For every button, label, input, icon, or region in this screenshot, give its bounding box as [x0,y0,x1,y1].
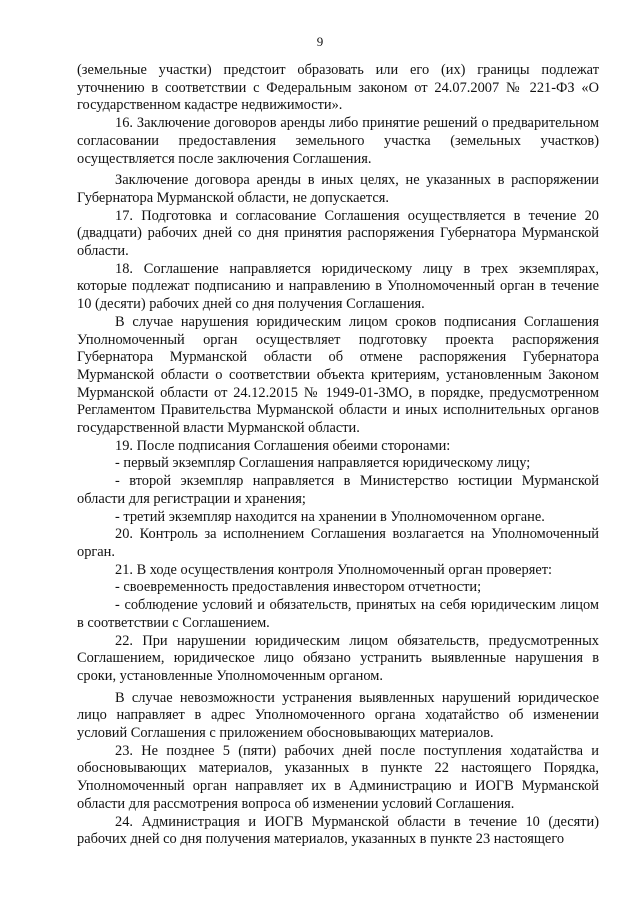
paragraph-16: 16. Заключение договоров аренды либо принятие решений о предварительном согласовании предоставления земельного участка (земельных участков) осуществляется после заключения Соглашения. [77,115,599,167]
page-number: 9 [316,34,324,49]
paragraph-19-item-1: - первый экземпляр Соглашения направляется юридическому лицу; [115,455,531,472]
paragraph-18: 18. Соглашение направляется юридическому лицу в трех экземплярах, которые подлежат подписанию и направлению в Уполномоченный орган в течение 10 (десяти) рабочих дней со дня получения Соглашения. [77,260,599,313]
paragraph-continuation: (земельные участки) предстоит образовать или его (их) границы подлежат уточнению в соответствии с Федеральным законом от 24.07.2007 № 221-ФЗ «О государственном кадастре недвижимости». [77,62,599,114]
paragraph-17: 17. Подготовка и согласование Соглашения осуществляется в течение 20 (двадцати) рабочих дней со дня принятия распоряжения Губернатора Мурманской области. [77,207,599,260]
paragraph-23: 23. Не позднее 5 (пяти) рабочих дней после поступления ходатайства и обосновывающих материалов, указанных в пункте 22 настоящего Порядка, Уполномоченный орган направляет их в Администрацию и ИОГВ Мурманской области для рассмотрения вопроса об изменении условий Соглашения. [77,742,599,812]
paragraph-18-note: В случае нарушения юридическим лицом сроков подписания Соглашения Уполномоченный орган осуществляет подготовку проекта распоряжения Губернатора Мурманской области об отмене распоряжения Губернатора Мурманской области о соответствии объекта критериям, установленным Законом Мурманской области от 24.12.2015 № 1949-01-ЗМО, в порядке, предусмотренном Регламентом Правительства Мурманской области и иных исполнительных органов государственной власти Мурманской области. [77,313,599,437]
paragraph-16-note: Заключение договора аренды в иных целях, не указанных в распоряжении Губернатора Мурманской области, не допускается. [77,172,599,206]
paragraph-21-item-2: - соблюдение условий и обязательств, принятых на себя юридическим лицом в соответствии с Соглашением. [77,597,599,631]
paragraph-19-item-2: - второй экземпляр направляется в Министерство юстиции Мурманской области для регистрации и хранения; [77,473,599,507]
paragraph-24: 24. Администрация и ИОГВ Мурманской области в течение 10 (десяти) рабочих дней со дня получения материалов, указанных в пункте 23 настоящего [77,813,599,848]
paragraph-22: 22. При нарушении юридическим лицом обязательств, предусмотренных Соглашением, юридическое лицо обязано устранить выявленные нарушения в сроки, установленные Уполномоченным органом. [77,632,599,684]
document-body [77,62,599,849]
paragraph-20: 20. Контроль за исполнением Соглашения возлагается на Уполномоченный орган. [77,526,599,560]
paragraph-21-item-1: - своевременность предоставления инвестором отчетности; [115,579,482,596]
paragraph-19-item-3: - третий экземпляр находится на хранении в Уполномоченном органе. [115,508,545,525]
paragraph-22-note: В случае невозможности устранения выявленных нарушений юридическое лицо направляет в адрес Уполномоченного органа ходатайство об изменении условий Соглашения с приложением обосновывающих материалов. [77,689,599,742]
paragraph-19: 19. После подписания Соглашения обеими сторонами: [115,437,451,454]
paragraph-21: 21. В ходе осуществления контроля Уполномоченный орган проверяет: [115,561,552,578]
